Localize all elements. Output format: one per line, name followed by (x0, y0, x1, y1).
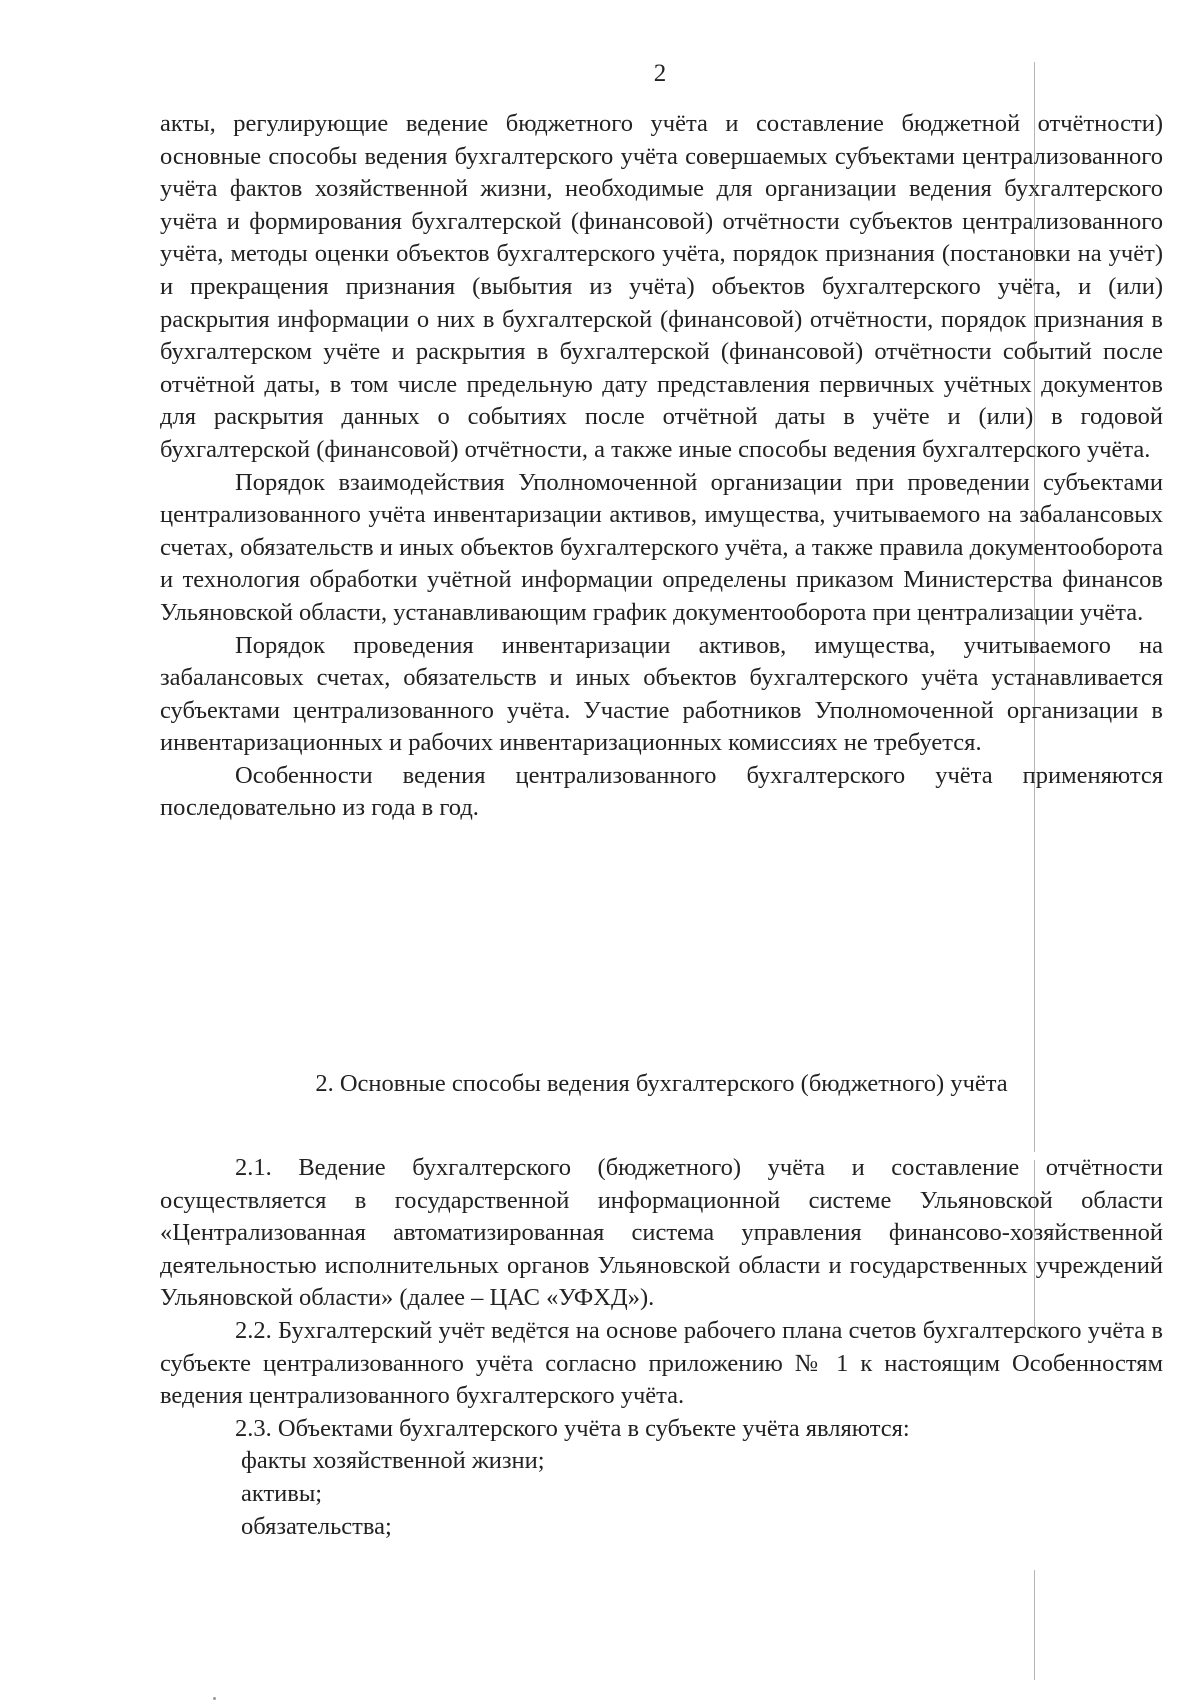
list-item: факты хозяйственной жизни; (241, 1447, 545, 1475)
paragraph-continuation: акты, регулирующие ведение бюджетного учёта и составление бюджетной отчётности) основные способы ведения бухгалтерского учёта совершаемых субъектами централизованного учёта фактов хозяйственной жизни, необходимые для организации ведения бухгалтерского учёта и формирования бухгалтерской (финансовой) отчётности субъектов централизованного учёта, методы оценки объектов бухгалтерского учёта, порядок признания (постановки на учёт) и прекращения признания (выбытия из учёта) объектов бухгалтерского учёта, и (или) раскрытия информации о них в бухгалтерской (финансовой) отчётности, порядок признания в бухгалтерском учёте и раскрытия в бухгалтерской (финансовой) отчётности событий после отчётной даты, в том числе предельную дату представления первичных учётных документов для раскрытия данных о событиях после отчётной даты в учёте и (или) в годовой бухгалтерской (финансовой) отчётности, а также иные способы ведения бухгалтерского учёта. (160, 110, 1163, 463)
section-heading: 2. Основные способы ведения бухгалтерского (бюджетного) учёта (315, 1070, 1008, 1097)
list-item: активы; (241, 1479, 323, 1507)
paragraph-2-1: 2.1. Ведение бухгалтерского (бюджетного) учёта и составление отчётности осуществляется в государственной информационной системе Ульяновской области «Централизованная автоматизированная система управления финансово-хозяйственной деятельностью исполнительных органов Ульяновской области и государственных учреждений Ульяновской области» (далее – ЦАС «УФХД»). (160, 1154, 1163, 1312)
body-text-top (160, 108, 1163, 825)
paragraph-interaction-order: Порядок взаимодействия Уполномоченной организации при проведении субъектами централизованного учёта инвентаризации активов, имущества, учитываемого на забалансовых счетах, обязательств и иных объектов бухгалтерского учёта, а также правила документооборота и технология обработки учётной информации определены приказом Министерства финансов Ульяновской области, устанавливающим график документооборота при централизации учёта. (160, 468, 1163, 626)
scan-speck (213, 1697, 216, 1700)
paragraph-2-2: 2.2. Бухгалтерский учёт ведётся на основе рабочего плана счетов бухгалтерского учёта в субъекте централизованного учёта согласно приложению № 1 к настоящим Особенностям ведения централизованного бухгалтерского учёта. (160, 1316, 1163, 1410)
body-text-section (160, 1152, 1163, 1543)
list-item: обязательства; (241, 1512, 392, 1540)
scan-fold-line (1034, 1570, 1035, 1680)
paragraph-inventory-order: Порядок проведения инвентаризации активов, имущества, учитываемого на забалансовых счетах, обязательств и иных объектов бухгалтерского учёта устанавливается субъектами централизованного учёта. Участие работников Уполномоченной организации в инвентаризационных и рабочих инвентаризационных комиссиях не требуется. (160, 631, 1163, 757)
scan-fold-line (1034, 1160, 1035, 1335)
scan-fold-line (1034, 62, 1035, 1152)
page-number: 2 (653, 60, 667, 87)
paragraph-consistency: Особенности ведения централизованного бухгалтерского учёта применяются последовательно из года в год. (160, 761, 1163, 822)
paragraph-2-3: 2.3. Объектами бухгалтерского учёта в субъекте учёта являются: (235, 1414, 910, 1442)
